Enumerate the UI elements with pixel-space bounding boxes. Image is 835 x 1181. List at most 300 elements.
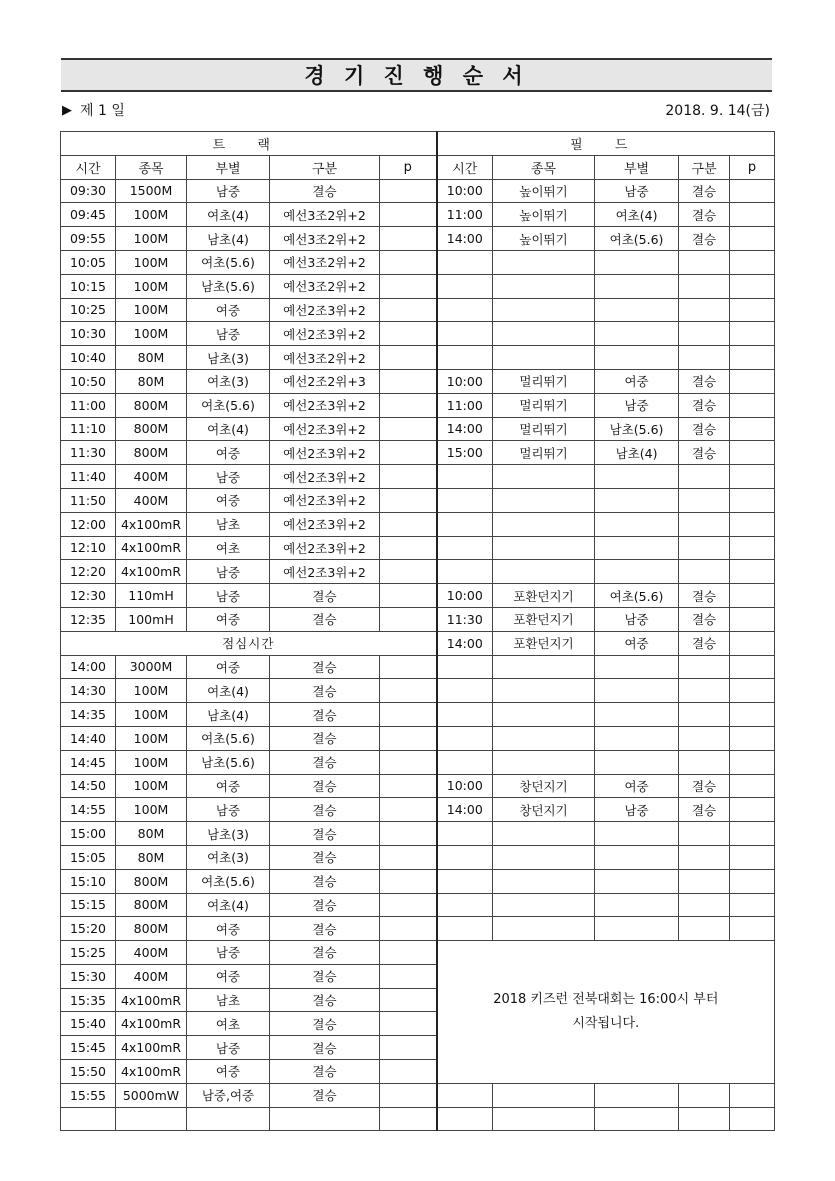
field-event-cell bbox=[493, 703, 595, 727]
track-p-cell bbox=[380, 893, 437, 917]
track-time-cell: 11:50 bbox=[61, 488, 116, 512]
field-time-cell bbox=[437, 465, 493, 489]
field-p-cell bbox=[730, 465, 775, 489]
track-header-round: 구분 bbox=[270, 155, 380, 179]
field-event-cell bbox=[493, 917, 595, 941]
field-division-cell bbox=[595, 703, 679, 727]
track-p-cell bbox=[380, 393, 437, 417]
track-event-cell: 400M bbox=[116, 941, 187, 965]
field-p-cell bbox=[730, 227, 775, 251]
field-time-cell bbox=[437, 298, 493, 322]
field-p-cell bbox=[730, 822, 775, 846]
field-time-cell: 10:00 bbox=[437, 774, 493, 798]
field-division-cell bbox=[595, 726, 679, 750]
track-division-cell: 남초(5.6) bbox=[187, 750, 270, 774]
notice-cell bbox=[437, 941, 775, 1084]
track-p-cell bbox=[380, 250, 437, 274]
table-row bbox=[61, 322, 775, 346]
field-round-cell bbox=[679, 465, 730, 489]
track-time-cell: 15:45 bbox=[61, 1036, 116, 1060]
track-time-cell: 11:30 bbox=[61, 441, 116, 465]
field-event-cell bbox=[493, 274, 595, 298]
track-p-cell bbox=[380, 298, 437, 322]
field-p-cell bbox=[730, 798, 775, 822]
field-p-cell bbox=[730, 298, 775, 322]
table-row bbox=[61, 726, 775, 750]
track-round-cell: 예선3조2위+2 bbox=[270, 274, 380, 298]
field-time-cell bbox=[437, 346, 493, 370]
track-time-cell: 11:40 bbox=[61, 465, 116, 489]
track-time-cell: 14:00 bbox=[61, 655, 116, 679]
track-round-cell: 예선3조2위+2 bbox=[270, 250, 380, 274]
field-division-cell: 여초(5.6) bbox=[595, 584, 679, 608]
track-division-cell: 남초 bbox=[187, 512, 270, 536]
track-p-cell bbox=[380, 179, 437, 203]
track-event-cell: 100M bbox=[116, 322, 187, 346]
field-round-cell: 결승 bbox=[679, 774, 730, 798]
track-p-cell bbox=[380, 274, 437, 298]
track-division-cell: 남초(4) bbox=[187, 227, 270, 251]
track-time-cell: 15:40 bbox=[61, 1012, 116, 1036]
track-time-cell: 12:20 bbox=[61, 560, 116, 584]
track-time-cell: 10:15 bbox=[61, 274, 116, 298]
table-row bbox=[61, 607, 775, 631]
track-division-cell: 여중 bbox=[187, 1060, 270, 1084]
track-division-cell: 남중 bbox=[187, 322, 270, 346]
field-time-cell bbox=[437, 869, 493, 893]
event-date: 2018. 9. 14(금) bbox=[665, 103, 770, 119]
field-division-cell bbox=[595, 560, 679, 584]
track-time-cell: 12:35 bbox=[61, 607, 116, 631]
track-time-cell: 14:40 bbox=[61, 726, 116, 750]
field-time-cell: 10:00 bbox=[437, 584, 493, 608]
triangle-marker-icon: ▶ bbox=[62, 102, 72, 118]
field-round-cell bbox=[679, 726, 730, 750]
track-time-cell: 15:10 bbox=[61, 869, 116, 893]
field-p-cell bbox=[730, 203, 775, 227]
field-p-cell bbox=[730, 631, 775, 655]
track-p-cell bbox=[380, 560, 437, 584]
day-label: 제 1 일 bbox=[80, 103, 125, 119]
field-event-cell bbox=[493, 322, 595, 346]
track-round-cell: 결승 bbox=[270, 607, 380, 631]
field-round-cell: 결승 bbox=[679, 607, 730, 631]
field-p-cell bbox=[730, 274, 775, 298]
track-time-cell bbox=[61, 1107, 116, 1131]
field-event-cell: 멀리뛰기 bbox=[493, 417, 595, 441]
track-event-cell: 400M bbox=[116, 964, 187, 988]
table-row bbox=[61, 227, 775, 251]
field-event-cell bbox=[493, 488, 595, 512]
field-division-cell bbox=[595, 750, 679, 774]
table-row bbox=[61, 393, 775, 417]
field-time-cell: 15:00 bbox=[437, 441, 493, 465]
field-round-cell bbox=[679, 893, 730, 917]
track-time-cell: 15:50 bbox=[61, 1060, 116, 1084]
field-p-cell bbox=[730, 346, 775, 370]
field-p-cell bbox=[730, 703, 775, 727]
field-division-cell bbox=[595, 250, 679, 274]
field-time-cell bbox=[437, 917, 493, 941]
track-event-cell: 5000mW bbox=[116, 1083, 187, 1107]
track-division-cell: 남초(4) bbox=[187, 703, 270, 727]
field-round-cell: 결승 bbox=[679, 179, 730, 203]
track-division-cell: 남중,여중 bbox=[187, 1083, 270, 1107]
track-round-cell: 결승 bbox=[270, 964, 380, 988]
field-event-cell bbox=[493, 1083, 595, 1107]
track-time-cell: 09:55 bbox=[61, 227, 116, 251]
track-division-cell: 여초(5.6) bbox=[187, 250, 270, 274]
field-round-cell bbox=[679, 488, 730, 512]
table-row bbox=[61, 679, 775, 703]
field-division-cell bbox=[595, 512, 679, 536]
field-event-cell bbox=[493, 536, 595, 560]
track-round-cell: 결승 bbox=[270, 988, 380, 1012]
track-event-cell: 4x100mR bbox=[116, 560, 187, 584]
track-division-cell: 여중 bbox=[187, 607, 270, 631]
field-p-cell bbox=[730, 441, 775, 465]
field-division-cell bbox=[595, 845, 679, 869]
track-event-cell: 100M bbox=[116, 679, 187, 703]
table-row bbox=[61, 560, 775, 584]
track-division-cell: 여초(5.6) bbox=[187, 726, 270, 750]
field-event-cell: 멀리뛰기 bbox=[493, 393, 595, 417]
field-time-cell: 14:00 bbox=[437, 798, 493, 822]
field-event-cell bbox=[493, 679, 595, 703]
field-round-cell bbox=[679, 1083, 730, 1107]
table-row bbox=[61, 488, 775, 512]
track-p-cell bbox=[380, 917, 437, 941]
track-round-cell: 결승 bbox=[270, 750, 380, 774]
field-p-cell bbox=[730, 893, 775, 917]
track-p-cell bbox=[380, 679, 437, 703]
field-round-cell bbox=[679, 703, 730, 727]
track-event-cell: 100M bbox=[116, 798, 187, 822]
field-round-cell bbox=[679, 1107, 730, 1131]
field-division-cell: 여중 bbox=[595, 631, 679, 655]
field-division-cell bbox=[595, 1083, 679, 1107]
table-row bbox=[61, 250, 775, 274]
field-time-cell: 10:00 bbox=[437, 369, 493, 393]
track-event-cell: 100M bbox=[116, 726, 187, 750]
field-division-cell: 남중 bbox=[595, 607, 679, 631]
field-event-cell bbox=[493, 298, 595, 322]
table-row bbox=[61, 465, 775, 489]
field-division-cell bbox=[595, 822, 679, 846]
track-event-cell: 4x100mR bbox=[116, 1060, 187, 1084]
track-division-cell: 남초(5.6) bbox=[187, 274, 270, 298]
track-time-cell: 11:10 bbox=[61, 417, 116, 441]
table-row bbox=[61, 441, 775, 465]
track-p-cell bbox=[380, 1060, 437, 1084]
field-p-cell bbox=[730, 679, 775, 703]
field-p-cell bbox=[730, 584, 775, 608]
table-row bbox=[61, 822, 775, 846]
field-time-cell: 11:00 bbox=[437, 393, 493, 417]
track-event-cell: 800M bbox=[116, 893, 187, 917]
track-event-cell: 4x100mR bbox=[116, 536, 187, 560]
track-division-cell: 여초(4) bbox=[187, 679, 270, 703]
field-division-cell: 남중 bbox=[595, 798, 679, 822]
track-division-cell: 남중 bbox=[187, 560, 270, 584]
field-event-cell: 높이뛰기 bbox=[493, 227, 595, 251]
track-round-cell: 결승 bbox=[270, 822, 380, 846]
track-division-cell: 여중 bbox=[187, 441, 270, 465]
track-round-cell: 예선3조2위+2 bbox=[270, 346, 380, 370]
track-header-division: 부별 bbox=[187, 155, 270, 179]
field-event-cell bbox=[493, 893, 595, 917]
field-round-cell: 결승 bbox=[679, 227, 730, 251]
field-division-cell bbox=[595, 655, 679, 679]
track-time-cell: 14:30 bbox=[61, 679, 116, 703]
track-event-cell: 400M bbox=[116, 488, 187, 512]
field-event-cell: 포환던지기 bbox=[493, 607, 595, 631]
track-division-cell: 여초(5.6) bbox=[187, 393, 270, 417]
track-round-cell: 결승 bbox=[270, 655, 380, 679]
field-event-cell bbox=[493, 750, 595, 774]
track-division-cell: 여초 bbox=[187, 1012, 270, 1036]
field-p-cell bbox=[730, 1107, 775, 1131]
field-event-cell: 창던지기 bbox=[493, 774, 595, 798]
track-group-header: 트 랙 bbox=[61, 132, 437, 156]
field-division-cell: 여중 bbox=[595, 774, 679, 798]
track-round-cell: 결승 bbox=[270, 1012, 380, 1036]
field-time-cell bbox=[437, 703, 493, 727]
field-event-cell: 높이뛰기 bbox=[493, 179, 595, 203]
track-event-cell: 800M bbox=[116, 441, 187, 465]
track-division-cell: 여중 bbox=[187, 488, 270, 512]
field-round-cell bbox=[679, 845, 730, 869]
field-division-cell bbox=[595, 274, 679, 298]
track-p-cell bbox=[380, 441, 437, 465]
track-event-cell: 80M bbox=[116, 822, 187, 846]
track-header-event: 종목 bbox=[116, 155, 187, 179]
track-p-cell bbox=[380, 488, 437, 512]
track-time-cell: 15:30 bbox=[61, 964, 116, 988]
field-round-cell bbox=[679, 655, 730, 679]
track-round-cell: 예선2조3위+2 bbox=[270, 441, 380, 465]
table-row bbox=[61, 369, 775, 393]
field-p-cell bbox=[730, 179, 775, 203]
field-round-cell bbox=[679, 274, 730, 298]
field-division-cell bbox=[595, 322, 679, 346]
track-time-cell: 15:15 bbox=[61, 893, 116, 917]
field-division-cell: 남중 bbox=[595, 393, 679, 417]
table-row bbox=[61, 869, 775, 893]
table-row bbox=[61, 1083, 775, 1107]
track-round-cell: 결승 bbox=[270, 584, 380, 608]
track-header-time: 시간 bbox=[61, 155, 116, 179]
field-division-cell: 여중 bbox=[595, 369, 679, 393]
field-round-cell: 결승 bbox=[679, 631, 730, 655]
field-time-cell bbox=[437, 560, 493, 584]
track-p-cell bbox=[380, 322, 437, 346]
field-p-cell bbox=[730, 417, 775, 441]
field-time-cell bbox=[437, 274, 493, 298]
track-p-cell bbox=[380, 845, 437, 869]
field-p-cell bbox=[730, 917, 775, 941]
table-row bbox=[61, 917, 775, 941]
field-p-cell bbox=[730, 393, 775, 417]
field-round-cell: 결승 bbox=[679, 203, 730, 227]
track-time-cell: 10:40 bbox=[61, 346, 116, 370]
field-event-cell bbox=[493, 560, 595, 584]
field-time-cell bbox=[437, 845, 493, 869]
field-event-cell bbox=[493, 726, 595, 750]
column-header-row bbox=[61, 155, 775, 179]
track-division-cell bbox=[187, 1107, 270, 1131]
field-division-cell bbox=[595, 465, 679, 489]
track-time-cell: 15:25 bbox=[61, 941, 116, 965]
table-row bbox=[61, 346, 775, 370]
table-row bbox=[61, 274, 775, 298]
table-row bbox=[61, 536, 775, 560]
track-round-cell: 결승 bbox=[270, 703, 380, 727]
field-event-cell: 멀리뛰기 bbox=[493, 369, 595, 393]
field-round-cell bbox=[679, 822, 730, 846]
track-round-cell: 결승 bbox=[270, 774, 380, 798]
track-p-cell bbox=[380, 750, 437, 774]
field-time-cell bbox=[437, 536, 493, 560]
track-round-cell: 결승 bbox=[270, 845, 380, 869]
field-event-cell bbox=[493, 845, 595, 869]
track-event-cell: 100M bbox=[116, 274, 187, 298]
field-p-cell bbox=[730, 560, 775, 584]
field-division-cell: 여초(5.6) bbox=[595, 227, 679, 251]
field-round-cell bbox=[679, 298, 730, 322]
track-time-cell: 15:05 bbox=[61, 845, 116, 869]
field-time-cell bbox=[437, 512, 493, 536]
track-division-cell: 여초(5.6) bbox=[187, 869, 270, 893]
track-round-cell: 예선2조3위+2 bbox=[270, 393, 380, 417]
track-p-cell bbox=[380, 1107, 437, 1131]
table-row bbox=[61, 298, 775, 322]
track-time-cell: 09:45 bbox=[61, 203, 116, 227]
field-round-cell bbox=[679, 917, 730, 941]
track-p-cell bbox=[380, 1083, 437, 1107]
field-time-cell bbox=[437, 893, 493, 917]
field-event-cell bbox=[493, 250, 595, 274]
track-division-cell: 여초(4) bbox=[187, 417, 270, 441]
track-time-cell: 11:00 bbox=[61, 393, 116, 417]
field-division-cell: 남중 bbox=[595, 179, 679, 203]
field-p-cell bbox=[730, 750, 775, 774]
track-time-cell: 10:05 bbox=[61, 250, 116, 274]
track-round-cell: 예선2조3위+2 bbox=[270, 322, 380, 346]
track-round-cell: 결승 bbox=[270, 917, 380, 941]
track-p-cell bbox=[380, 203, 437, 227]
field-round-cell bbox=[679, 560, 730, 584]
field-division-cell bbox=[595, 298, 679, 322]
track-event-cell: 4x100mR bbox=[116, 1012, 187, 1036]
track-event-cell: 80M bbox=[116, 845, 187, 869]
field-p-cell bbox=[730, 536, 775, 560]
track-p-cell bbox=[380, 655, 437, 679]
track-p-cell bbox=[380, 703, 437, 727]
field-division-cell bbox=[595, 1107, 679, 1131]
day-label-group bbox=[62, 100, 125, 120]
track-round-cell: 결승 bbox=[270, 1036, 380, 1060]
field-header-division: 부별 bbox=[595, 155, 679, 179]
track-division-cell: 남초(3) bbox=[187, 822, 270, 846]
field-round-cell: 결승 bbox=[679, 417, 730, 441]
track-division-cell: 여중 bbox=[187, 655, 270, 679]
field-group-header: 필 드 bbox=[437, 132, 775, 156]
lunch-break-cell: 점심시간 bbox=[61, 631, 437, 655]
table-row bbox=[61, 179, 775, 203]
track-round-cell: 예선2조3위+2 bbox=[270, 536, 380, 560]
track-event-cell: 800M bbox=[116, 417, 187, 441]
field-event-cell: 높이뛰기 bbox=[493, 203, 595, 227]
field-division-cell bbox=[595, 346, 679, 370]
track-division-cell: 남초 bbox=[187, 988, 270, 1012]
table-row bbox=[61, 512, 775, 536]
track-round-cell: 예선2조3위+2 bbox=[270, 560, 380, 584]
track-header-p: p bbox=[380, 155, 437, 179]
track-division-cell: 남중 bbox=[187, 798, 270, 822]
track-division-cell: 여초(4) bbox=[187, 893, 270, 917]
track-round-cell bbox=[270, 1107, 380, 1131]
track-round-cell: 결승 bbox=[270, 1083, 380, 1107]
field-time-cell: 14:00 bbox=[437, 631, 493, 655]
track-event-cell: 100M bbox=[116, 703, 187, 727]
track-p-cell bbox=[380, 798, 437, 822]
track-round-cell: 예선2조3위+2 bbox=[270, 512, 380, 536]
track-event-cell: 400M bbox=[116, 465, 187, 489]
track-round-cell: 결승 bbox=[270, 869, 380, 893]
field-header-time: 시간 bbox=[437, 155, 493, 179]
field-round-cell: 결승 bbox=[679, 369, 730, 393]
track-p-cell bbox=[380, 369, 437, 393]
field-round-cell bbox=[679, 512, 730, 536]
field-division-cell: 여초(4) bbox=[595, 203, 679, 227]
schedule-table bbox=[60, 131, 775, 1131]
track-event-cell: 800M bbox=[116, 393, 187, 417]
track-division-cell: 여중 bbox=[187, 774, 270, 798]
track-division-cell: 남중 bbox=[187, 1036, 270, 1060]
field-round-cell: 결승 bbox=[679, 393, 730, 417]
field-p-cell bbox=[730, 655, 775, 679]
field-event-cell: 포환던지기 bbox=[493, 631, 595, 655]
field-time-cell bbox=[437, 322, 493, 346]
track-time-cell: 15:20 bbox=[61, 917, 116, 941]
track-division-cell: 여초(3) bbox=[187, 369, 270, 393]
field-event-cell: 멀리뛰기 bbox=[493, 441, 595, 465]
field-division-cell bbox=[595, 917, 679, 941]
track-event-cell: 100M bbox=[116, 250, 187, 274]
field-p-cell bbox=[730, 869, 775, 893]
field-event-cell bbox=[493, 512, 595, 536]
track-event-cell: 4x100mR bbox=[116, 512, 187, 536]
track-time-cell: 12:10 bbox=[61, 536, 116, 560]
field-p-cell bbox=[730, 322, 775, 346]
track-round-cell: 결승 bbox=[270, 941, 380, 965]
table-row bbox=[61, 203, 775, 227]
track-event-cell: 100mH bbox=[116, 607, 187, 631]
field-time-cell: 11:00 bbox=[437, 203, 493, 227]
track-event-cell: 80M bbox=[116, 369, 187, 393]
field-p-cell bbox=[730, 250, 775, 274]
field-division-cell bbox=[595, 536, 679, 560]
track-p-cell bbox=[380, 726, 437, 750]
field-round-cell: 결승 bbox=[679, 798, 730, 822]
table-row bbox=[61, 750, 775, 774]
track-event-cell: 80M bbox=[116, 346, 187, 370]
schedule-body bbox=[61, 179, 775, 1131]
field-round-cell bbox=[679, 250, 730, 274]
track-event-cell: 4x100mR bbox=[116, 1036, 187, 1060]
field-event-cell bbox=[493, 1107, 595, 1131]
